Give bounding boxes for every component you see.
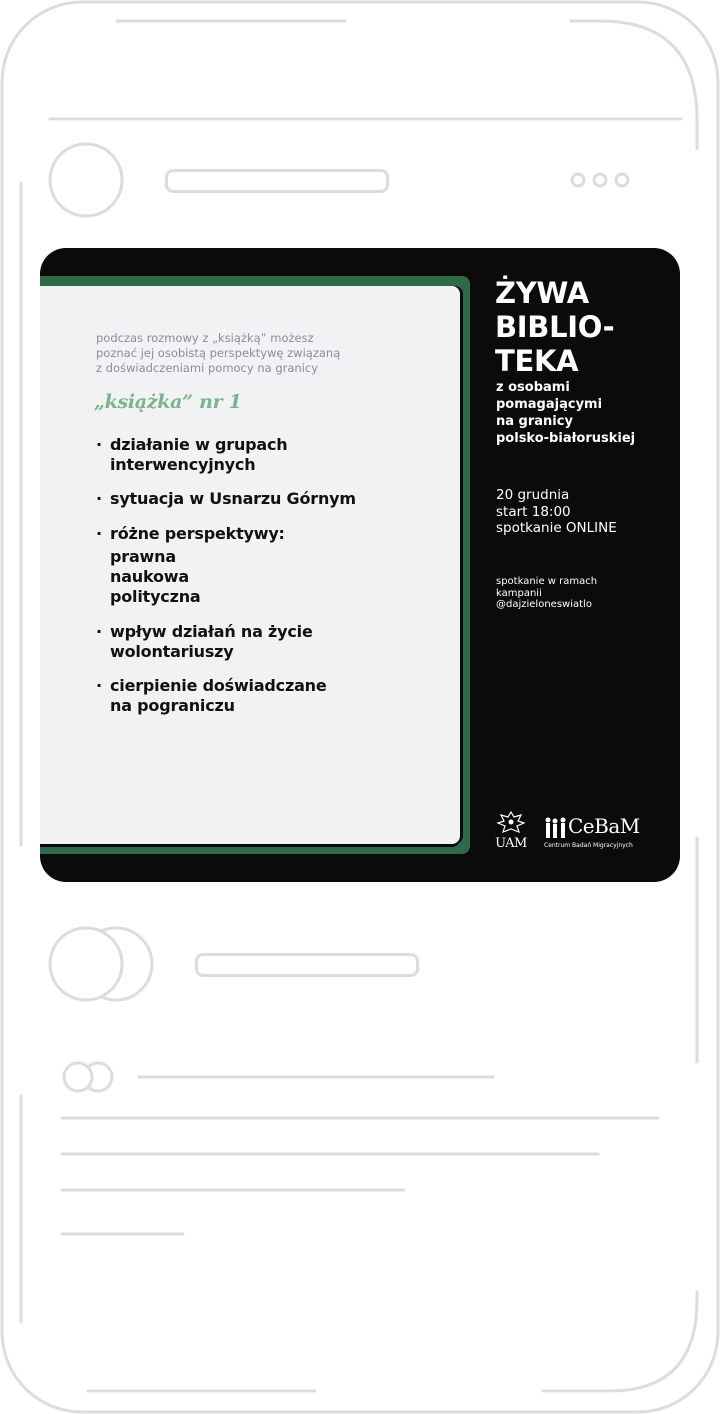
sub-list-item: prawna <box>110 547 176 566</box>
event-date: 20 grudnia <box>496 487 570 503</box>
list-item <box>96 622 436 661</box>
profile-avatar[interactable] <box>48 142 124 218</box>
cebam-logo-subtitle: Centrum Badań Migracyjnych <box>544 842 633 849</box>
headline-line: BIBLIO- <box>495 310 615 344</box>
subheadline <box>496 379 666 447</box>
campaign-hashtag: @dajzieloneswiatlo <box>496 599 592 610</box>
list-item-line: na pograniczu <box>110 695 235 715</box>
list-item-line: wolontariuszy <box>110 641 234 661</box>
bullet-icon: · <box>96 622 102 641</box>
cebam-logo-text: CeBaM <box>568 814 640 838</box>
event-details <box>496 487 676 537</box>
intro-line: podczas rozmowy z „książką” możesz <box>96 331 314 345</box>
bullet-icon: · <box>96 489 102 508</box>
intro-line: z doświadczeniami pomocy na granicy <box>96 361 319 375</box>
list-item-line: sytuacja w Usnarzu Górnym <box>110 489 356 508</box>
list-item-line: różne perspektywy: <box>110 523 285 543</box>
sub-list-item: polityczna <box>110 587 201 606</box>
list-item <box>96 435 436 474</box>
people-silhouettes-icon <box>544 816 568 840</box>
list-item <box>96 524 436 608</box>
subheadline-line: z osobami <box>496 380 570 395</box>
list-item <box>96 489 436 509</box>
intro-line: poznać jej osobistą perspektywę związaną <box>96 346 341 360</box>
bullet-icon: · <box>96 676 102 695</box>
book-title: „książka” nr 1 <box>94 391 242 413</box>
list-item-line: wpływ działań na życie <box>110 622 313 641</box>
event-format: spotkanie ONLINE <box>496 520 617 536</box>
headline-line: TEKA <box>495 344 579 378</box>
headline-line: ŻYWA <box>495 276 589 310</box>
bullet-icon: · <box>96 523 102 543</box>
username-placeholder <box>165 169 389 193</box>
subheadline-line: na granicy <box>496 414 573 429</box>
eagle-emblem-icon <box>495 810 527 838</box>
sub-list <box>110 547 436 607</box>
campaign-line: kampanii <box>496 587 542 599</box>
uam-logo <box>495 810 527 852</box>
list-item <box>96 676 436 715</box>
intro-text <box>96 331 356 376</box>
post-image <box>40 248 680 882</box>
reactions-placeholder <box>195 953 419 977</box>
list-item-line: cierpienie doświadczane <box>110 676 327 695</box>
subheadline-line: polsko-białoruskiej <box>496 431 636 446</box>
list-item-line: interwencyjnych <box>110 454 256 474</box>
bullet-icon: · <box>96 435 102 454</box>
event-time: start 18:00 <box>496 503 571 520</box>
subheadline-line: pomagającymi <box>496 397 603 412</box>
more-options-icon[interactable] <box>568 168 632 192</box>
sub-list-item: naukowa <box>110 567 189 586</box>
topic-list <box>96 435 436 730</box>
campaign-line: spotkanie w ramach <box>496 576 598 587</box>
cebam-logo <box>544 814 640 852</box>
headline <box>495 276 614 378</box>
uam-logo-text: UAM <box>495 836 527 851</box>
list-item-line: działanie w grupach <box>110 435 288 454</box>
campaign-info <box>496 576 646 611</box>
